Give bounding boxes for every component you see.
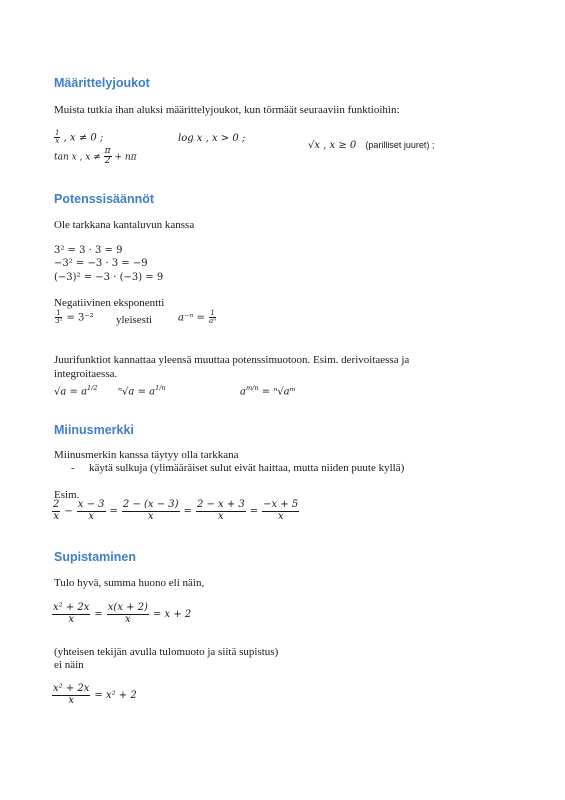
fraction-numerator: x² + 2x — [53, 683, 90, 694]
fraction-denominator: x — [125, 613, 131, 625]
text-note-2: ei näin — [54, 659, 84, 671]
fraction-numerator: x − 3 — [77, 499, 105, 510]
result: = x + 2 — [152, 608, 192, 620]
text-note-1: (yhteisen tekijän avulla tulomuoto ja siitä supistus) — [54, 646, 279, 658]
text-maarittelyjoukot-intro: Muista tutkia ihan aluksi määrittelyjoukot, kun törmäät seuraaviin funktioihin: — [54, 104, 400, 116]
root1-exponent: 1/2 — [87, 384, 98, 392]
fraction-denominator: x — [68, 613, 75, 625]
fraction-denominator: aⁿ — [209, 317, 217, 326]
result: = x² + 2 — [94, 689, 137, 701]
root3-rhs: = ⁿ√aᵐ — [261, 386, 296, 398]
formula-good-simplify — [52, 603, 191, 625]
fraction-denominator: x — [147, 510, 154, 522]
text-potenssi-intro: Ole tarkkana kantaluvun kanssa — [54, 219, 195, 231]
root2-base: ⁿ√a = a — [118, 386, 156, 398]
fraction-denominator: x — [53, 510, 59, 522]
fraction-numerator: 1 — [210, 309, 215, 317]
fraction-numerator: x² + 2x — [53, 602, 90, 613]
formula-reciprocal — [54, 130, 103, 146]
tan-two: 2 — [104, 156, 111, 167]
formula-sqrt — [308, 133, 434, 152]
text-yleisesti: yleisesti — [116, 314, 153, 326]
tan-lead: tan x , x ≠ — [54, 152, 101, 163]
fraction-numerator: 2 − x + 3 — [196, 499, 245, 510]
text-root-1: Juurifunktiot kannattaa yleensä muuttaa potenssimuotoon. Esim. derivoitaessa ja — [54, 354, 410, 366]
heading-maarittelyjoukot: Määrittelyjoukot — [54, 76, 150, 90]
formula-negative-exponent — [54, 310, 94, 326]
fraction-denominator: 3² — [55, 317, 63, 326]
fraction-numerator: 2 − (x − 3) — [122, 499, 179, 510]
fraction-denominator: x — [277, 510, 284, 522]
text-esim: Esim. — [54, 489, 80, 501]
equals: = — [249, 505, 259, 517]
formula-root-sqrt — [54, 384, 98, 397]
tan-tail: + nπ — [114, 152, 137, 163]
equals: = — [94, 608, 103, 620]
root1-base: √a = a — [54, 386, 88, 398]
formula-tan — [54, 147, 137, 167]
fraction-denominator: x — [55, 137, 60, 146]
neg-general-lhs: a⁻ⁿ = — [178, 312, 205, 324]
equals: = — [183, 505, 192, 517]
heading-potenssisaannot: Potenssisäännöt — [54, 192, 155, 206]
heading-supistaminen: Supistaminen — [54, 550, 136, 564]
formula-negative-general — [178, 310, 217, 326]
formula-root-nth — [118, 384, 166, 397]
heading-miinusmerkki: Miinusmerkki — [54, 423, 134, 437]
fraction-numerator: 1 — [55, 129, 60, 137]
formula-root-mn — [240, 384, 296, 397]
formula-log: log x , x > 0 ; — [178, 133, 246, 144]
neg-rhs: = 3⁻² — [66, 312, 94, 324]
text-root-2: integroitaessa. — [54, 368, 118, 380]
operator: − — [64, 505, 73, 517]
fraction-numerator: −x + 5 — [263, 499, 299, 510]
root3-base: a — [240, 386, 246, 398]
text-negative-exponent: Negatiivinen eksponentti — [54, 297, 165, 309]
text-supistaminen-intro: Tulo hyvä, summa huono eli näin, — [54, 577, 205, 589]
fraction-numerator: x(x + 2) — [107, 602, 148, 613]
power-line-3: (−3)² = −3 · (−3) = 9 — [54, 272, 164, 283]
fraction-denominator: x — [88, 510, 94, 522]
equals: = — [109, 505, 118, 517]
root2-exponent: 1/n — [155, 384, 166, 392]
fraction-numerator: 2 — [53, 499, 60, 510]
condition: , x ≠ 0 ; — [63, 132, 104, 144]
text-miinus-intro: Miinusmerkin kanssa täytyy olla tarkkana — [54, 449, 239, 461]
sqrt-expression: √x , x ≥ 0 — [308, 140, 357, 151]
power-line-2: −3² = −3 · 3 = −9 — [54, 258, 148, 269]
fraction-denominator: x — [218, 510, 224, 522]
power-line-1: 3² = 3 · 3 = 9 — [54, 245, 123, 256]
tan-pi: π — [104, 146, 111, 156]
fraction-numerator: 1 — [56, 309, 61, 317]
formula-minus-example — [52, 500, 299, 522]
text-bullet: käytä sulkuja (ylimääräiset sulut eivät haittaa, mutta niiden puute kyllä) — [89, 462, 405, 474]
fraction-denominator: x — [68, 694, 75, 706]
sqrt-note: (parilliset juuret) ; — [365, 140, 435, 150]
bullet-marker: - — [71, 462, 75, 474]
root3-exponent: m/n — [245, 384, 259, 392]
formula-bad-simplify — [52, 684, 137, 706]
